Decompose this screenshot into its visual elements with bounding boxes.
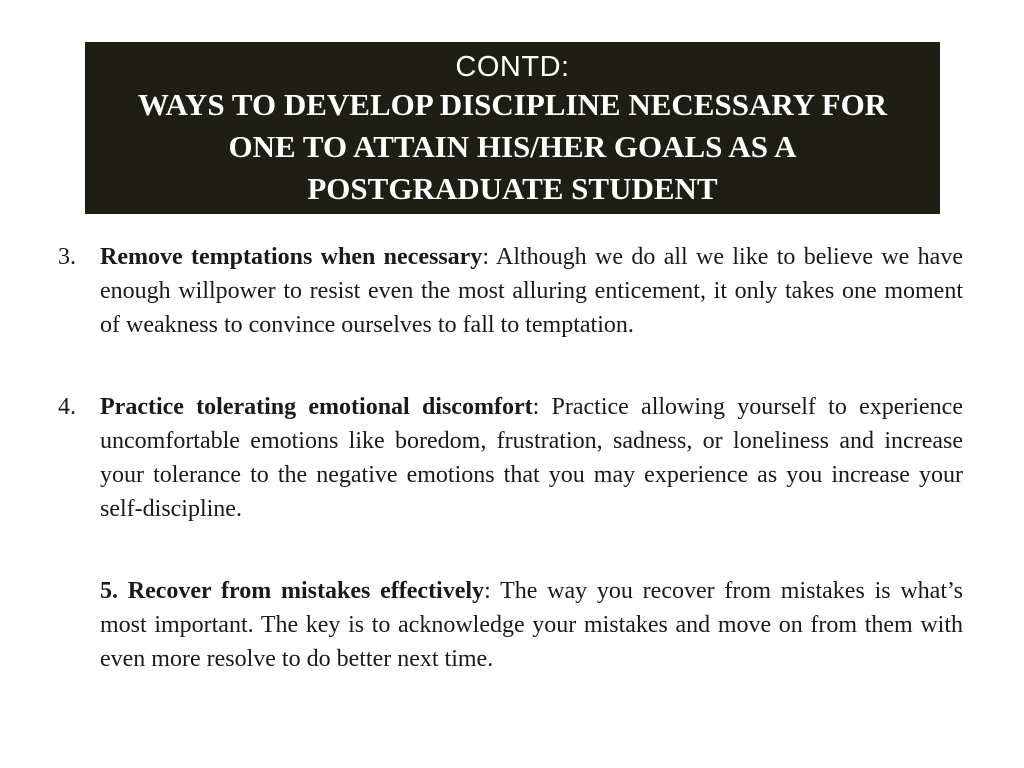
list-item-text: : The way you recover from mistakes is what’s most important. The key is to acknowledge your mistakes and move on from them with even more resolve to do better next time.	[100, 578, 964, 672]
list-item-body	[100, 574, 963, 676]
list-item-body	[100, 390, 963, 526]
list-item-heading: Practice tolerating emotional discomfort	[100, 394, 533, 420]
slide-title: WAYS TO DEVELOP DISCIPLINE NECESSARY FOR ONE TO ATTAIN HIS/HER GOALS AS A POSTGRADUATE STUDENT	[137, 87, 888, 206]
list-item-4	[58, 390, 963, 526]
list-item-body	[100, 240, 963, 342]
slide-content	[58, 240, 963, 676]
list-item-number: 3.	[58, 244, 76, 270]
list-item-heading: 5. Recover from mistakes effectively	[100, 578, 485, 604]
slide-title-prefix: CONTD:	[455, 51, 570, 83]
list-item-heading: Remove temptations when necessary	[100, 244, 483, 270]
list-item-5	[58, 574, 963, 676]
list-item-text: : Although we do all we like to believe we have enough willpower to resist even the most alluring enticement, it only takes one moment of weakness to convince ourselves to fall to temptation.	[100, 244, 963, 338]
list-item-text: : Practice allowing yourself to experience uncomfortable emotions like boredom, frustration, sadness, or loneliness and increase your tolerance to the negative emotions that you may experience as you increase your self-discipline.	[100, 394, 963, 522]
slide-title-banner	[85, 42, 940, 214]
list-item-3	[58, 240, 963, 342]
list-item-number: 4.	[58, 394, 76, 420]
